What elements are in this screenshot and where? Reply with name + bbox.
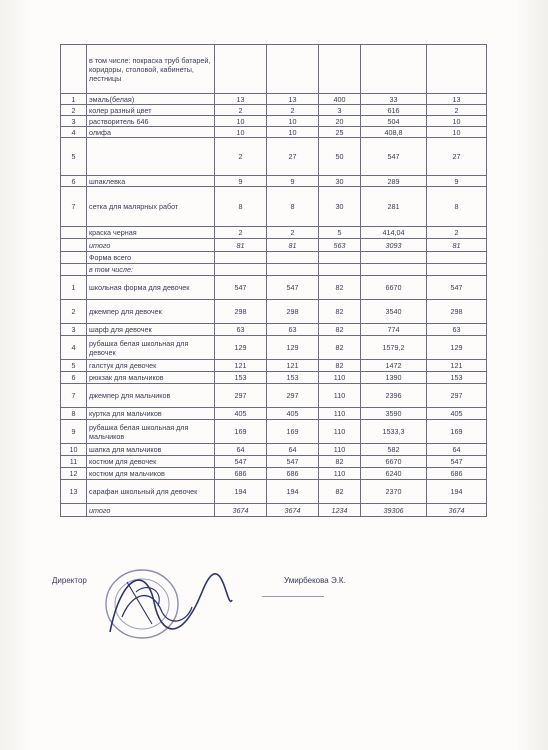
director-name: Умирбекова Э.К.: [284, 576, 346, 585]
item-name-cell: в том числе: покраска труб батарей, коридоры, столовой, кабинеты, лестницы: [87, 45, 215, 94]
price-cell: 82: [319, 360, 361, 372]
price-cell: [319, 252, 361, 264]
total-cell: 169: [427, 420, 487, 444]
row-number-cell: [61, 227, 87, 239]
table-row: [61, 276, 487, 300]
item-name-cell: растворитель 646: [87, 116, 215, 127]
sum-cell: 774: [361, 324, 427, 336]
total-cell: 3674: [427, 504, 487, 517]
stamp-signature: [92, 562, 242, 652]
table-row: [61, 127, 487, 138]
price-cell: 400: [319, 94, 361, 105]
total-cell: 153: [427, 372, 487, 384]
sum-cell: 504: [361, 116, 427, 127]
price-cell: 82: [319, 456, 361, 468]
qty-fact-cell: 686: [267, 468, 319, 480]
qty-fact-cell: 3674: [267, 504, 319, 517]
price-cell: 110: [319, 372, 361, 384]
qty-cell: 297: [215, 384, 267, 408]
qty-fact-cell: [267, 264, 319, 276]
row-number-cell: 7: [61, 384, 87, 408]
price-cell: 82: [319, 300, 361, 324]
qty-cell: [215, 252, 267, 264]
table-row: [61, 372, 487, 384]
price-cell: 20: [319, 116, 361, 127]
row-number-cell: 3: [61, 324, 87, 336]
sum-cell: 3590: [361, 408, 427, 420]
sum-cell: 39306: [361, 504, 427, 517]
qty-cell: 547: [215, 276, 267, 300]
item-name-cell: олифа: [87, 127, 215, 138]
qty-cell: 129: [215, 336, 267, 360]
sum-cell: 6240: [361, 468, 427, 480]
qty-cell: 3674: [215, 504, 267, 517]
qty-cell: 121: [215, 360, 267, 372]
item-name-cell: шпаклевка: [87, 176, 215, 187]
total-cell: 686: [427, 468, 487, 480]
table-row: [61, 336, 487, 360]
qty-cell: 10: [215, 127, 267, 138]
table-row: [61, 504, 487, 517]
row-number-cell: 1: [61, 276, 87, 300]
total-cell: 10: [427, 127, 487, 138]
total-cell: 13: [427, 94, 487, 105]
total-cell: 297: [427, 384, 487, 408]
qty-cell: 298: [215, 300, 267, 324]
sum-cell: [361, 45, 427, 94]
row-number-cell: 10: [61, 444, 87, 456]
sum-cell: 2396: [361, 384, 427, 408]
total-cell: 129: [427, 336, 487, 360]
qty-fact-cell: 547: [267, 276, 319, 300]
total-cell: 121: [427, 360, 487, 372]
qty-fact-cell: 27: [267, 138, 319, 176]
item-name-cell: эмаль(белая): [87, 94, 215, 105]
table-row: [61, 176, 487, 187]
sum-cell: [361, 264, 427, 276]
total-cell: 194: [427, 480, 487, 504]
signature-line: [262, 596, 324, 597]
item-name-cell: шарф для девочек: [87, 324, 215, 336]
table-row: [61, 480, 487, 504]
item-name-cell: Форма всего: [87, 252, 215, 264]
qty-cell: 153: [215, 372, 267, 384]
qty-cell: 405: [215, 408, 267, 420]
sum-cell: 3093: [361, 239, 427, 252]
row-number-cell: 4: [61, 336, 87, 360]
qty-fact-cell: 2: [267, 227, 319, 239]
row-number-cell: 2: [61, 105, 87, 116]
table-row: [61, 324, 487, 336]
sum-cell: 289: [361, 176, 427, 187]
qty-cell: [215, 45, 267, 94]
item-name-cell: сетка для малярных работ: [87, 187, 215, 227]
item-name-cell: джемпер для девочек: [87, 300, 215, 324]
table-row: [61, 45, 487, 94]
qty-cell: 8: [215, 187, 267, 227]
sum-cell: 1579,2: [361, 336, 427, 360]
total-cell: 2: [427, 105, 487, 116]
qty-cell: 686: [215, 468, 267, 480]
row-number-cell: 5: [61, 360, 87, 372]
total-cell: 9: [427, 176, 487, 187]
qty-cell: 64: [215, 444, 267, 456]
qty-fact-cell: 2: [267, 105, 319, 116]
sum-cell: 408,8: [361, 127, 427, 138]
price-cell: 50: [319, 138, 361, 176]
qty-fact-cell: 8: [267, 187, 319, 227]
sum-cell: 3540: [361, 300, 427, 324]
item-name-cell: колер разный цвет: [87, 105, 215, 116]
item-name-cell: шапка для мальчиков: [87, 444, 215, 456]
sum-cell: 1533,3: [361, 420, 427, 444]
total-cell: 547: [427, 276, 487, 300]
row-number-cell: 13: [61, 480, 87, 504]
table-row: [61, 384, 487, 408]
item-name-cell: сарафан школьный для девочек: [87, 480, 215, 504]
row-number-cell: 5: [61, 138, 87, 176]
row-number-cell: 8: [61, 408, 87, 420]
row-number-cell: 2: [61, 300, 87, 324]
price-cell: [319, 45, 361, 94]
table-row: [61, 138, 487, 176]
table-row: [61, 420, 487, 444]
item-name-cell: рубашка белая школьная для девочек: [87, 336, 215, 360]
row-number-cell: 6: [61, 176, 87, 187]
qty-fact-cell: [267, 45, 319, 94]
row-number-cell: [61, 504, 87, 517]
table-row: [61, 408, 487, 420]
price-cell: 82: [319, 276, 361, 300]
sum-cell: 582: [361, 444, 427, 456]
qty-cell: 9: [215, 176, 267, 187]
price-cell: 30: [319, 176, 361, 187]
qty-cell: 2: [215, 105, 267, 116]
sum-cell: 547: [361, 138, 427, 176]
table-row: [61, 252, 487, 264]
sum-cell: [361, 252, 427, 264]
price-cell: 30: [319, 187, 361, 227]
price-cell: 82: [319, 336, 361, 360]
item-name-cell: джемпер для мальчиков: [87, 384, 215, 408]
item-name-cell: школьная форма для девочек: [87, 276, 215, 300]
price-cell: 110: [319, 444, 361, 456]
qty-cell: 2: [215, 138, 267, 176]
qty-fact-cell: 63: [267, 324, 319, 336]
sum-cell: 414,04: [361, 227, 427, 239]
price-cell: 110: [319, 408, 361, 420]
total-cell: 10: [427, 116, 487, 127]
total-cell: 8: [427, 187, 487, 227]
table-body: [61, 45, 487, 517]
item-name-cell: в том числе:: [87, 264, 215, 276]
row-number-cell: 7: [61, 187, 87, 227]
item-name-cell: галстук для девочек: [87, 360, 215, 372]
row-number-cell: [61, 252, 87, 264]
price-cell: 110: [319, 468, 361, 480]
qty-cell: 10: [215, 116, 267, 127]
qty-fact-cell: 9: [267, 176, 319, 187]
price-cell: 110: [319, 420, 361, 444]
qty-fact-cell: 121: [267, 360, 319, 372]
sum-cell: 1390: [361, 372, 427, 384]
sum-cell: 616: [361, 105, 427, 116]
table-row: [61, 468, 487, 480]
sum-cell: 1472: [361, 360, 427, 372]
price-cell: 1234: [319, 504, 361, 517]
total-cell: 298: [427, 300, 487, 324]
price-cell: 82: [319, 480, 361, 504]
row-number-cell: 1: [61, 94, 87, 105]
table-row: [61, 187, 487, 227]
qty-cell: 63: [215, 324, 267, 336]
item-name-cell: рубашка белая школьная для мальчиков: [87, 420, 215, 444]
item-name-cell: рюкзак для мальчиков: [87, 372, 215, 384]
qty-fact-cell: 81: [267, 239, 319, 252]
qty-fact-cell: 405: [267, 408, 319, 420]
qty-cell: 169: [215, 420, 267, 444]
table-row: [61, 444, 487, 456]
price-cell: 3: [319, 105, 361, 116]
row-number-cell: 9: [61, 420, 87, 444]
qty-cell: 547: [215, 456, 267, 468]
table-row: [61, 94, 487, 105]
supply-table: [60, 44, 487, 517]
row-number-cell: [61, 264, 87, 276]
sum-cell: 6670: [361, 456, 427, 468]
table-row: [61, 227, 487, 239]
item-name-cell: краска черная: [87, 227, 215, 239]
item-name-cell: костюм для мальчиков: [87, 468, 215, 480]
row-number-cell: 4: [61, 127, 87, 138]
qty-fact-cell: 10: [267, 116, 319, 127]
row-number-cell: [61, 239, 87, 252]
qty-cell: 194: [215, 480, 267, 504]
qty-fact-cell: 547: [267, 456, 319, 468]
price-cell: 25: [319, 127, 361, 138]
price-cell: 82: [319, 324, 361, 336]
qty-cell: 81: [215, 239, 267, 252]
total-cell: [427, 45, 487, 94]
item-name-cell: костюм для девочек: [87, 456, 215, 468]
price-cell: 5: [319, 227, 361, 239]
price-cell: 110: [319, 384, 361, 408]
qty-fact-cell: 13: [267, 94, 319, 105]
item-name-cell: [87, 138, 215, 176]
item-name-cell: куртка для мальчиков: [87, 408, 215, 420]
item-name-cell: итого: [87, 239, 215, 252]
total-cell: 2: [427, 227, 487, 239]
qty-cell: 2: [215, 227, 267, 239]
qty-fact-cell: 298: [267, 300, 319, 324]
total-cell: 27: [427, 138, 487, 176]
qty-cell: [215, 264, 267, 276]
qty-fact-cell: [267, 252, 319, 264]
price-cell: [319, 264, 361, 276]
sum-cell: 2370: [361, 480, 427, 504]
row-number-cell: 6: [61, 372, 87, 384]
qty-fact-cell: 297: [267, 384, 319, 408]
item-name-cell: итого: [87, 504, 215, 517]
total-cell: 64: [427, 444, 487, 456]
total-cell: [427, 252, 487, 264]
total-cell: 547: [427, 456, 487, 468]
total-cell: [427, 264, 487, 276]
qty-cell: 13: [215, 94, 267, 105]
table-row: [61, 105, 487, 116]
table-row: [61, 300, 487, 324]
row-number-cell: 11: [61, 456, 87, 468]
sum-cell: 33: [361, 94, 427, 105]
table-row: [61, 116, 487, 127]
row-number-cell: 3: [61, 116, 87, 127]
row-number-cell: 12: [61, 468, 87, 480]
row-number-cell: [61, 45, 87, 94]
sum-cell: 6670: [361, 276, 427, 300]
table-row: [61, 264, 487, 276]
director-label: Директор: [52, 576, 87, 585]
table-row: [61, 456, 487, 468]
qty-fact-cell: 169: [267, 420, 319, 444]
sum-cell: 281: [361, 187, 427, 227]
qty-fact-cell: 64: [267, 444, 319, 456]
table-row: [61, 360, 487, 372]
qty-fact-cell: 194: [267, 480, 319, 504]
table-row: [61, 239, 487, 252]
qty-fact-cell: 10: [267, 127, 319, 138]
qty-fact-cell: 129: [267, 336, 319, 360]
price-cell: 563: [319, 239, 361, 252]
qty-fact-cell: 153: [267, 372, 319, 384]
total-cell: 81: [427, 239, 487, 252]
total-cell: 405: [427, 408, 487, 420]
total-cell: 63: [427, 324, 487, 336]
